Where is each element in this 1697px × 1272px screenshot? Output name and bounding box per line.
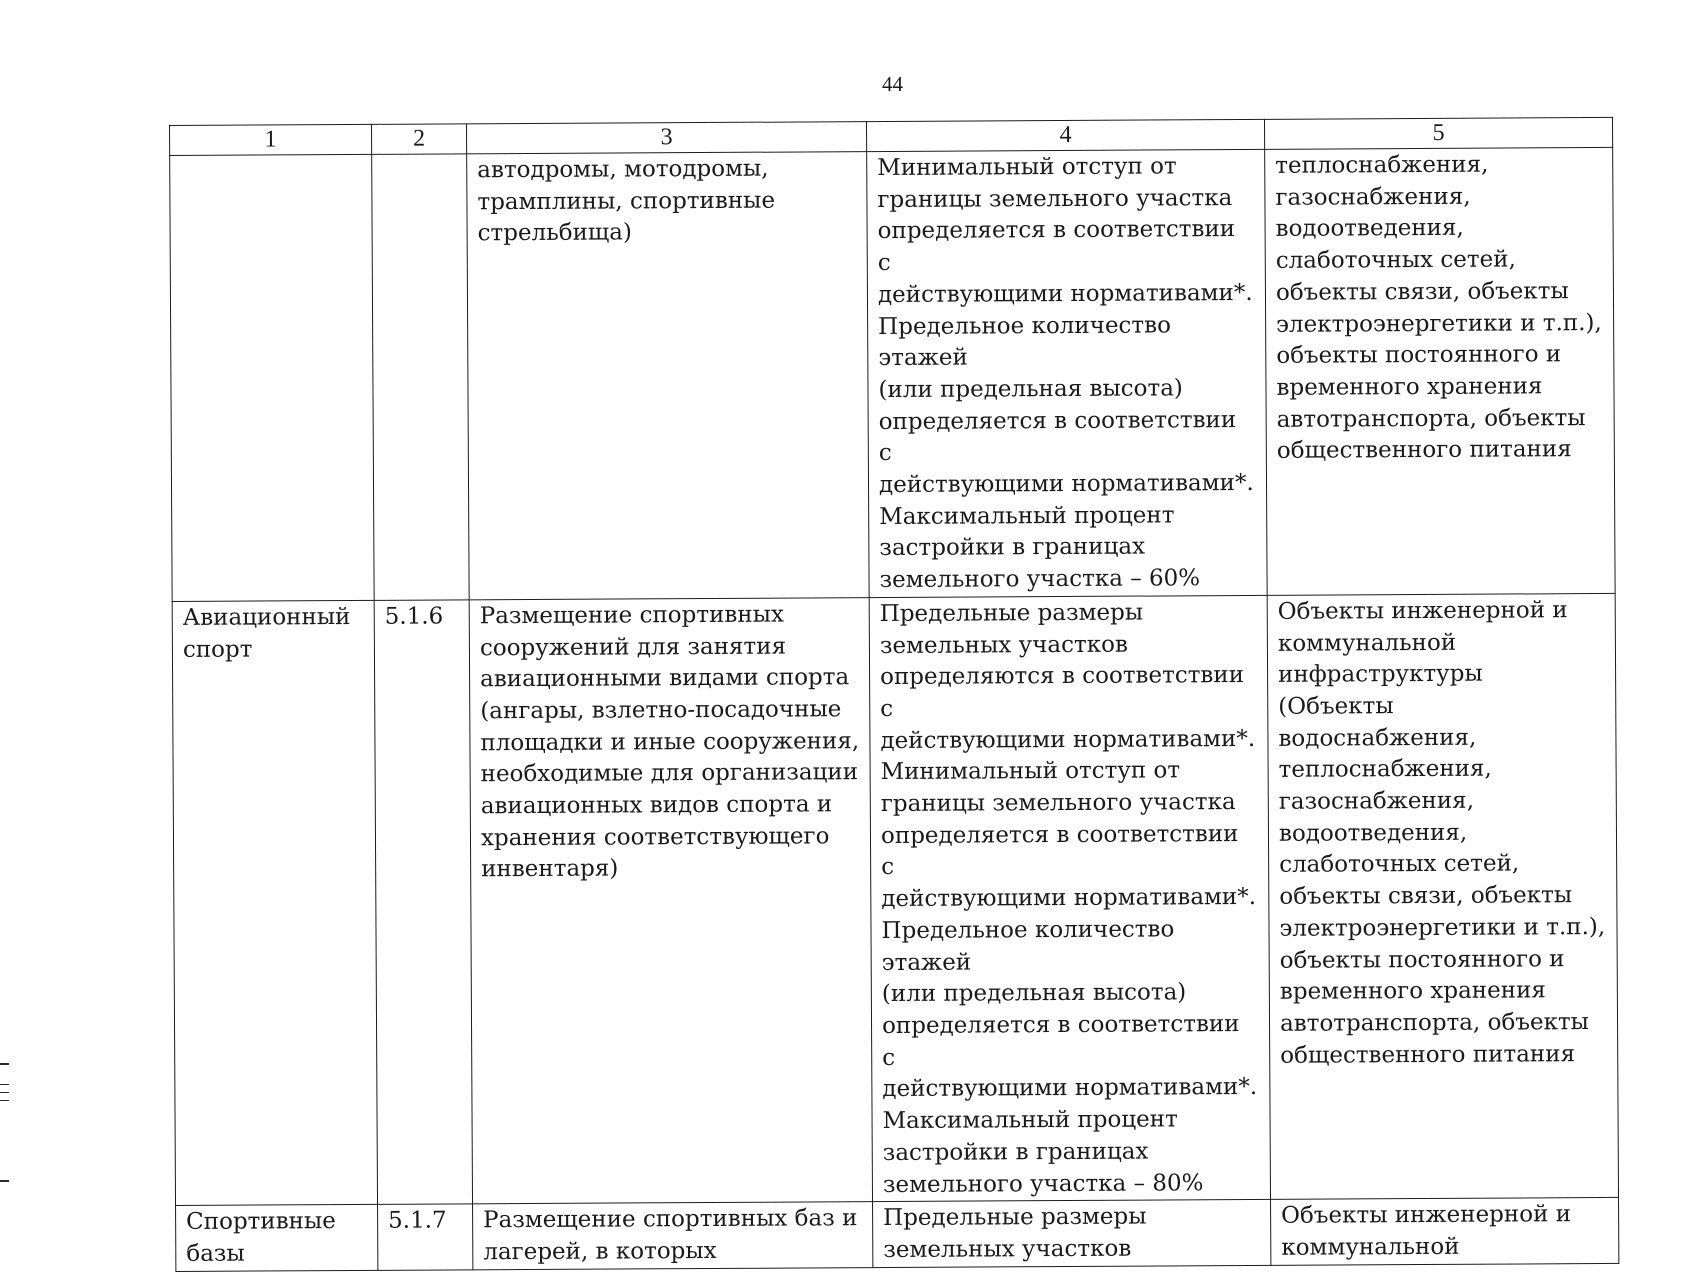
scan-edge-mark xyxy=(0,1092,9,1093)
parameters-cell: Предельные размеры земельных участков xyxy=(873,1200,1271,1268)
use-description-cell: Размещение спортивных баз и лагерей, в которых xyxy=(473,1202,873,1270)
table-row-continued xyxy=(170,147,1615,601)
scan-edge-mark xyxy=(0,1100,9,1101)
zoning-table xyxy=(169,117,1619,1272)
parameters-cell: Минимальный отступ от границы земельного участка определяется в соответствии с действующими нормативами*. Предельное количество этажей (или предельная высота) определяется в соответствии с действующими нормативами*. Максимальный процент застройки в границах земельного участка – 60% xyxy=(867,149,1267,597)
use-name-cell: Спортивные базы xyxy=(176,1205,378,1272)
use-code-cell: 5.1.6 xyxy=(374,600,472,1205)
use-description-cell: Размещение спортивных сооружений для занятия авиационными видами спорта (ангары, взлетно-посадочные площадки и иные сооружения, необходимые для организации авиационных видов спорта и хранения соответствующего инвентаря) xyxy=(469,597,872,1204)
table-row-sport-bases xyxy=(176,1198,1619,1271)
page-number: 44 xyxy=(882,72,903,96)
auxiliary-uses-cell: Объекты инженерной и коммунальной инфраструктуры (Объекты водоснабжения, теплоснабжения, газоснабжения, водоотведения, слаботочных сетей, объекты связи, объекты электроэнергетики и т.п.), объекты постоянного и временного хранения автотранспорта, объекты общественного питания xyxy=(1267,593,1618,1199)
parameters-cell: Предельные размеры земельных участков определяются в соответствии с действующими нормативами*. Минимальный отступ от границы земельного участка определяется в соответствии с действующими нормативами*. Предельное количество этажей (или предельная высота) определяется в соответствии с действующими нормативами*. Максимальный процент застройки в границах земельного участка – 80% xyxy=(869,595,1270,1202)
use-code-cell xyxy=(372,154,469,600)
column-number-3: 3 xyxy=(466,122,866,154)
use-description-cell: автодромы, мотодромы, трамплины, спортивные стрельбища) xyxy=(467,152,869,600)
auxiliary-uses-cell: теплоснабжения, газоснабжения, водоотведения, слаботочных сетей, объекты связи, объекты электроэнергетики и т.п.), объекты постоянного и временного хранения автотранспорта, объекты общественного питания xyxy=(1265,147,1615,595)
use-code-cell: 5.1.7 xyxy=(378,1204,473,1270)
use-name-cell: Авиационный спорт xyxy=(172,600,377,1205)
column-number-1: 1 xyxy=(170,124,372,155)
column-number-2: 2 xyxy=(371,124,466,155)
scan-edge-mark xyxy=(0,1180,9,1182)
auxiliary-uses-cell: Объекты инженерной и коммунальной xyxy=(1271,1198,1619,1265)
scan-edge-mark xyxy=(0,1084,9,1085)
column-number-4: 4 xyxy=(866,119,1264,151)
use-name-cell xyxy=(170,154,374,601)
scan-edge-mark xyxy=(0,1063,9,1065)
column-number-5: 5 xyxy=(1264,117,1612,149)
table-row-aviation-sport xyxy=(172,593,1618,1205)
